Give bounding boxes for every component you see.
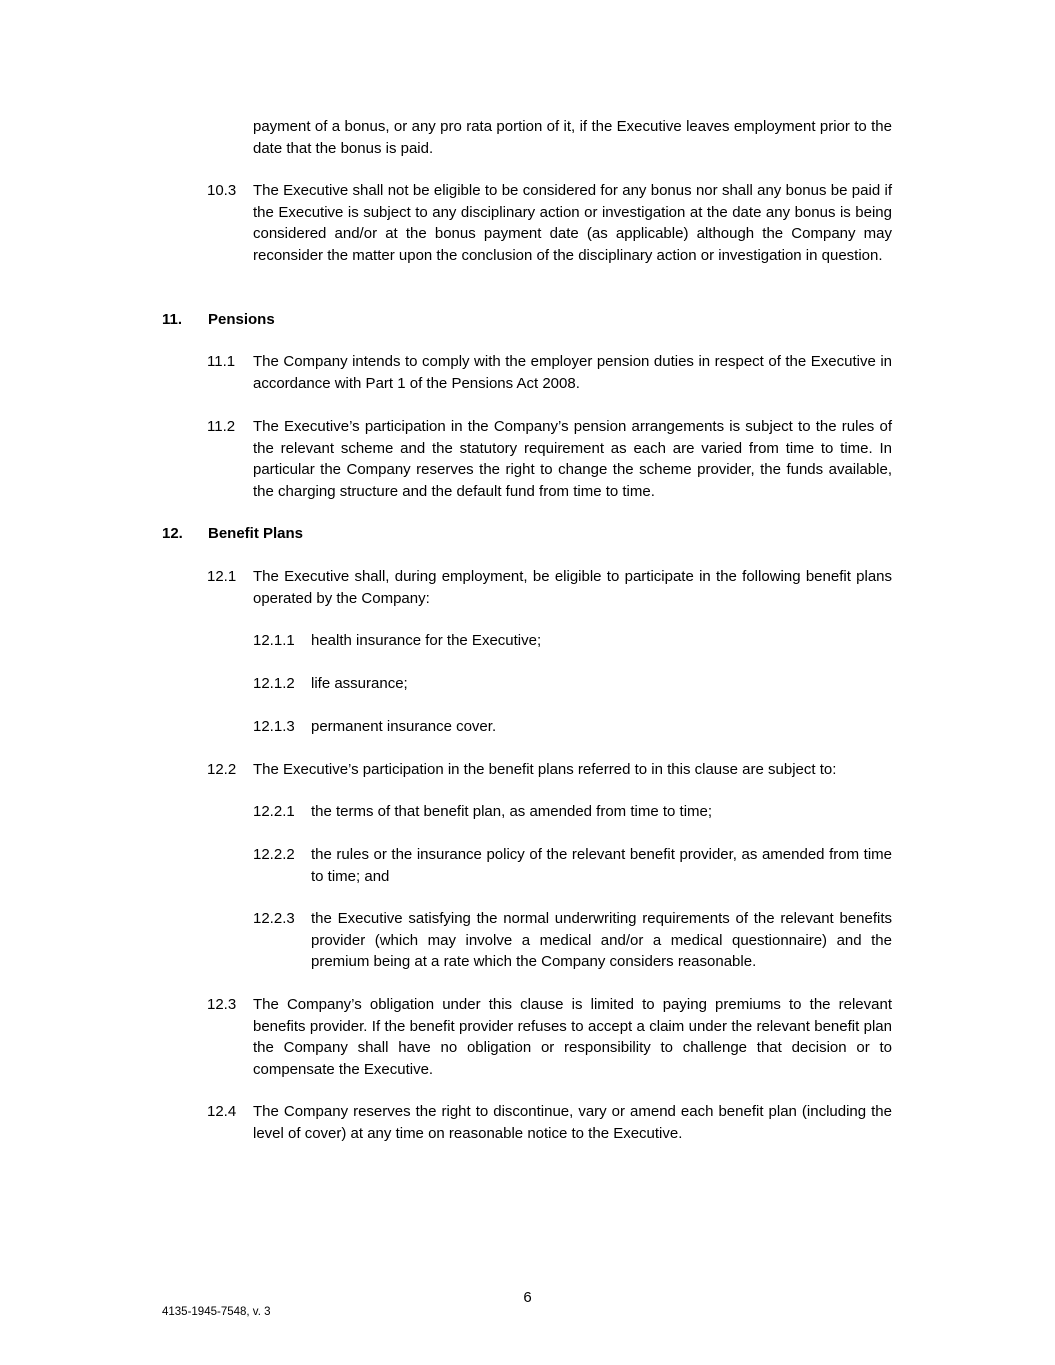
sub-clause-12-1-2 <box>253 673 892 695</box>
section-number: 12. <box>162 525 183 542</box>
section-title: Pensions <box>208 311 275 328</box>
clause-11-2 <box>207 416 892 503</box>
sub-clause-text: health insurance for the Executive; <box>311 632 542 649</box>
sub-clause-12-1-1 <box>253 630 892 652</box>
clause-number: 11.1 <box>207 353 236 370</box>
section-number: 11. <box>162 311 183 328</box>
section-heading-pensions <box>162 309 462 331</box>
sub-clause-number: 12.1.1 <box>253 632 295 649</box>
sub-clause-number: 12.2.1 <box>253 803 295 820</box>
sub-clause-12-2-2 <box>253 844 892 888</box>
clause-text: The Executive shall, during employment, be eligible to participate in the following benefit plans operated by the Company: <box>253 568 892 607</box>
clause-11-1 <box>207 351 892 395</box>
clause-text: The Company’s obligation under this clause is limited to paying premiums to the relevant benefits provider. If the benefit provider refuses to accept a claim under the relevant benefit plan the Company shall have no obligation or responsibility to challenge that decision or to compensate the Executive. <box>253 996 892 1078</box>
clause-10-3 <box>207 180 892 288</box>
section-heading-benefit-plans <box>162 523 462 545</box>
sub-clause-number: 12.1.3 <box>253 718 295 735</box>
clause-12-1 <box>207 566 892 610</box>
clause-text: The Company intends to comply with the employer pension duties in respect of the Executive in accordance with Part 1 of the Pensions Act 2008. <box>253 353 892 392</box>
document-reference: 4135-1945-7548, v. 3 <box>162 1306 271 1318</box>
sub-clause-number: 12.1.2 <box>253 675 295 692</box>
clause-text: The Executive’s participation in the Company’s pension arrangements is subject to the rules of the relevant scheme and the statutory requirement as each are varied from time to time. In particular the Company reserves the right to change the scheme provider, the funds available, the charging structure and the default fund from time to time. <box>253 418 892 500</box>
sub-clause-12-2-3 <box>253 908 892 974</box>
clause-text: The Executive’s participation in the benefit plans referred to in this clause are subject to: <box>253 761 837 778</box>
clause-number: 10.3 <box>207 182 237 199</box>
sub-clause-text: the terms of that benefit plan, as amended from time to time; <box>311 803 713 820</box>
clause-number: 11.2 <box>207 418 236 435</box>
sub-clause-number: 12.2.3 <box>253 910 295 927</box>
sub-clause-number: 12.2.2 <box>253 846 295 863</box>
clause-12-4 <box>207 1101 892 1145</box>
section-title: Benefit Plans <box>208 525 304 542</box>
page-number: 6 <box>523 1289 532 1306</box>
sub-clause-text: the Executive satisfying the normal underwriting requirements of the relevant benefits provider (which may involve a medical and/or a medical questionnaire) and the premium being at a rate which the Company considers reasonable. <box>311 910 892 970</box>
clause-number: 12.4 <box>207 1103 237 1120</box>
clause-text: The Company reserves the right to discontinue, vary or amend each benefit plan (including the level of cover) at any time on reasonable notice to the Executive. <box>253 1103 892 1142</box>
sub-clause-text: the rules or the insurance policy of the relevant benefit provider, as amended from time to time; and <box>311 846 892 885</box>
sub-clause-12-2-1 <box>253 801 892 823</box>
clause-number: 12.1 <box>207 568 237 585</box>
sub-clause-text: life assurance; <box>311 675 408 692</box>
sub-clause-12-1-3 <box>253 716 892 738</box>
clause-text: The Executive shall not be eligible to be considered for any bonus nor shall any bonus be paid if the Executive is subject to any disciplinary action or investigation at the date any bonus is being considered and/or at the bonus payment date (as applicable) although the Company may reconsider the matter upon the conclusion of the disciplinary action or investigation in question. <box>253 182 892 264</box>
continuation-paragraph: payment of a bonus, or any pro rata portion of it, if the Executive leaves employment prior to the date that the bonus is paid. <box>253 118 892 157</box>
clause-number: 12.3 <box>207 996 237 1013</box>
clause-12-2 <box>207 759 892 781</box>
clause-12-3 <box>207 994 892 1081</box>
sub-clause-text: permanent insurance cover. <box>311 718 497 735</box>
clause-number: 12.2 <box>207 761 237 778</box>
